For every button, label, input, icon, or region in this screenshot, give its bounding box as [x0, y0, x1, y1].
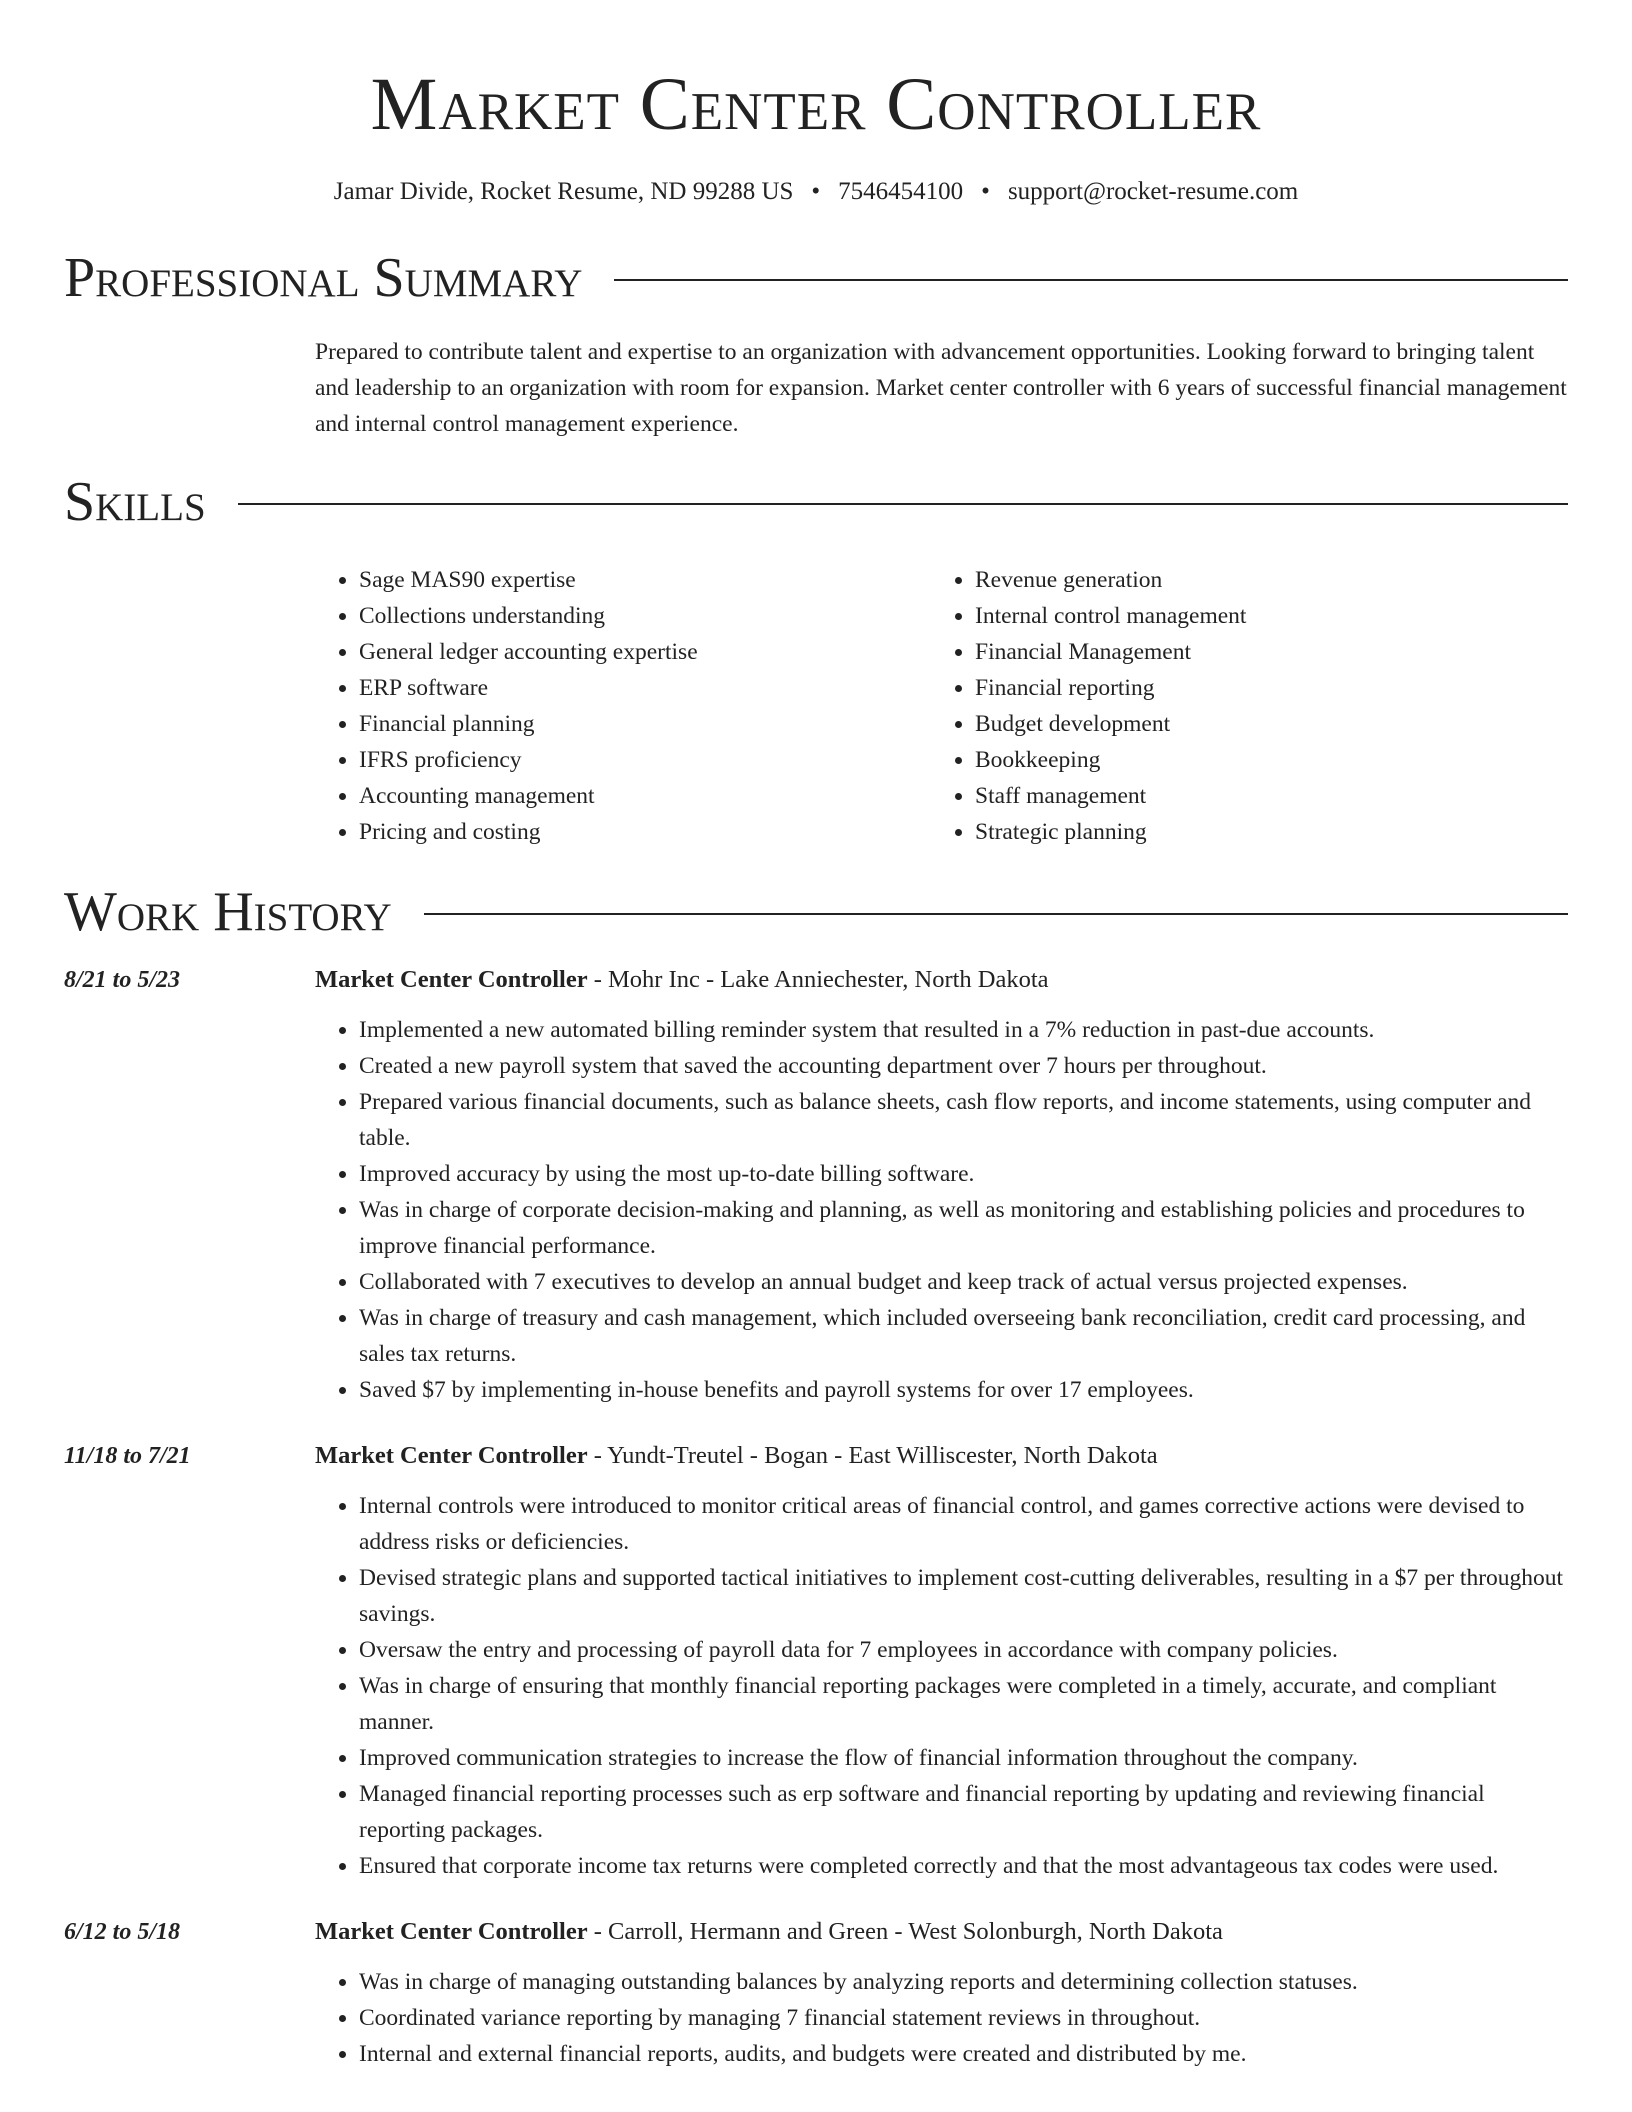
job-bullet: • Was in charge of corporate decision-making and planning, as well as monitoring and establishing policies and procedures to improve financial performance. — [359, 1192, 1568, 1264]
job-bullet: • Devised strategic plans and supported tactical initiatives to implement cost-cutting deliverables, resulting in a $7 per throughout savings. — [359, 1560, 1568, 1632]
skills-column-right — [931, 562, 1547, 850]
job-bullet: • Improved accuracy by using the most up-to-date billing software. — [359, 1156, 1568, 1192]
job-bullet: • Implemented a new automated billing reminder system that resulted in a 7% reduction in past-due accounts. — [359, 1012, 1568, 1048]
section-divider — [614, 279, 1568, 281]
contact-phone: 7546454100 — [838, 178, 964, 205]
job-bullet: • Ensured that corporate income tax returns were completed correctly and that the most advantageous tax codes were used. — [359, 1848, 1568, 1884]
skills-list — [315, 562, 1568, 850]
job-role: Market Center Controller — [315, 1442, 588, 1469]
job-bullet: • Managed financial reporting processes such as erp software and financial reporting by updating and reviewing financial reporting packages. — [359, 1776, 1568, 1848]
skill-item: • Financial reporting — [975, 670, 1547, 706]
work-section-header — [64, 880, 1568, 944]
skill-item: • IFRS proficiency — [359, 742, 931, 778]
skill-item: • Budget development — [975, 706, 1547, 742]
skill-item: • Collections understanding — [359, 598, 931, 634]
skills-section-header — [64, 470, 1568, 534]
job-bullet: • Improved communication strategies to increase the flow of financial information throughout the company. — [359, 1740, 1568, 1776]
summary-text: Prepared to contribute talent and expertise to an organization with advancement opportunities. Looking forward to bringing talent and leadership to an organization with room for expansion. Market center controller with 6 years of successful financial management and internal control management experience. — [315, 339, 1567, 437]
job-role: Market Center Controller — [315, 1918, 588, 1945]
job-bullets — [315, 1964, 1568, 2072]
resume-page — [64, 0, 1568, 2072]
job-company: - Mohr Inc - Lake Anniechester, North Dakota — [587, 966, 1049, 993]
contact-separator: • — [811, 178, 821, 205]
job-entry — [64, 1438, 1568, 1884]
work-section-title: Work History — [64, 881, 392, 943]
job-bullet: • Prepared various financial documents, such as balance sheets, cash flow reports, and income statements, using computer and table. — [359, 1084, 1568, 1156]
job-role: Market Center Controller — [315, 966, 588, 993]
skill-item: • Strategic planning — [975, 814, 1547, 850]
skill-item: • General ledger accounting expertise — [359, 634, 931, 670]
job-bullet: • Internal controls were introduced to monitor critical areas of financial control, and games corrective actions were devised to address risks or deficiencies. — [359, 1488, 1568, 1560]
job-bullet: • Was in charge of managing outstanding balances by analyzing reports and determining collection statuses. — [359, 1964, 1568, 2000]
job-entry — [64, 1914, 1568, 2072]
job-dates: 6/12 to 5/18 — [64, 1919, 181, 1945]
job-bullet: • Saved $7 by implementing in-house benefits and payroll systems for over 17 employees. — [359, 1372, 1568, 1408]
skill-item: • Staff management — [975, 778, 1547, 814]
job-dates: 8/21 to 5/23 — [64, 967, 181, 993]
job-heading — [315, 1914, 1568, 1950]
job-bullet: • Internal and external financial reports, audits, and budgets were created and distributed by me. — [359, 2036, 1568, 2072]
skill-item: • Financial planning — [359, 706, 931, 742]
job-bullet: • Oversaw the entry and processing of payroll data for 7 employees in accordance with company policies. — [359, 1632, 1568, 1668]
resume-name-title: Market Center Controller — [370, 63, 1262, 146]
job-dates: 11/18 to 7/21 — [64, 1443, 191, 1469]
section-divider — [238, 503, 1568, 505]
skills-column-left — [315, 562, 931, 850]
summary-section-title: Professional Summary — [64, 247, 583, 309]
job-bullets — [315, 1012, 1568, 1408]
skill-item: • ERP software — [359, 670, 931, 706]
job-company: - Yundt-Treutel - Bogan - East Williscester, North Dakota — [587, 1442, 1158, 1469]
skill-item: • Internal control management — [975, 598, 1547, 634]
contact-separator: • — [981, 178, 990, 205]
job-bullet: • Was in charge of ensuring that monthly financial reporting packages were completed in a timely, accurate, and compliant manner. — [359, 1668, 1568, 1740]
skill-item: • Bookkeeping — [975, 742, 1547, 778]
skill-item: • Financial Management — [975, 634, 1547, 670]
skill-item: • Sage MAS90 expertise — [359, 562, 931, 598]
skill-item: • Pricing and costing — [359, 814, 931, 850]
contact-line — [64, 176, 1568, 208]
job-heading — [315, 1438, 1568, 1474]
contact-email: support@rocket-resume.com — [1007, 178, 1299, 205]
job-bullet: • Was in charge of treasury and cash management, which included overseeing bank reconciliation, credit card processing, and sales tax returns. — [359, 1300, 1568, 1372]
skill-item: • Accounting management — [359, 778, 931, 814]
job-company: - Carroll, Hermann and Green - West Solonburgh, North Dakota — [587, 1918, 1223, 1945]
job-bullets — [315, 1488, 1568, 1884]
job-bullet: • Collaborated with 7 executives to develop an annual budget and keep track of actual versus projected expenses. — [359, 1264, 1568, 1300]
skill-item: • Revenue generation — [975, 562, 1547, 598]
job-heading — [315, 962, 1568, 998]
job-bullet: • Created a new payroll system that saved the accounting department over 7 hours per throughout. — [359, 1048, 1568, 1084]
job-bullet: • Coordinated variance reporting by managing 7 financial statement reviews in throughout. — [359, 2000, 1568, 2036]
summary-section-header — [64, 246, 1568, 310]
job-entry — [64, 962, 1568, 1408]
contact-address: Jamar Divide, Rocket Resume, ND 99288 US — [333, 178, 794, 205]
skills-section-title: Skills — [64, 471, 206, 533]
section-divider — [424, 913, 1568, 915]
